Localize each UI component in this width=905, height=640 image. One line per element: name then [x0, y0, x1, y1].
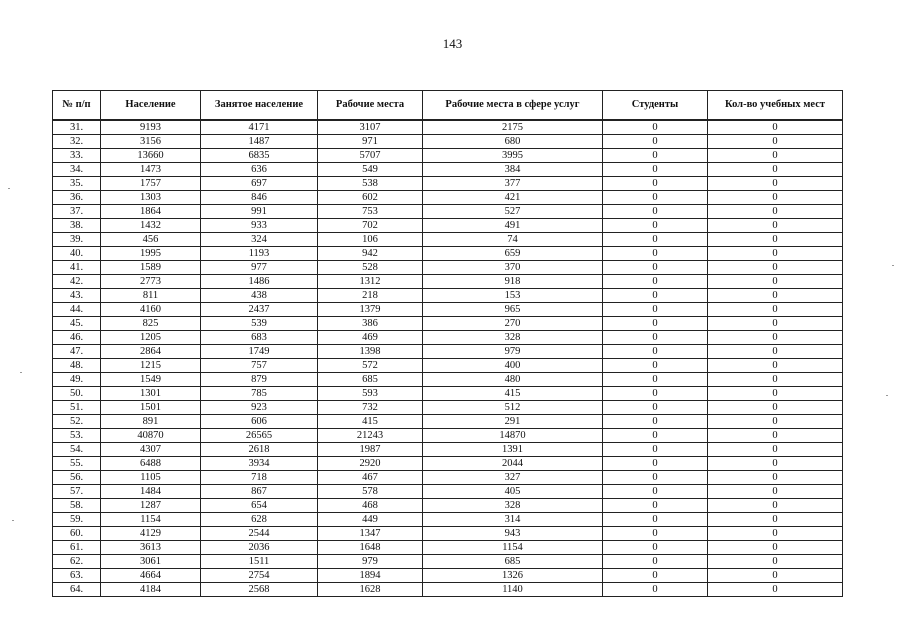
cell-study-places: 0 [708, 205, 843, 219]
cell-number: 49. [53, 373, 101, 387]
table-row [53, 499, 843, 513]
scan-speck [886, 395, 888, 396]
cell-number: 41. [53, 261, 101, 275]
cell-service-workplaces: 421 [423, 191, 603, 205]
cell-study-places: 0 [708, 345, 843, 359]
cell-students: 0 [603, 275, 708, 289]
cell-population: 1864 [101, 205, 201, 219]
cell-students: 0 [603, 191, 708, 205]
cell-population: 3156 [101, 135, 201, 149]
cell-population: 4184 [101, 583, 201, 597]
table-row [53, 275, 843, 289]
cell-service-workplaces: 377 [423, 177, 603, 191]
cell-study-places: 0 [708, 261, 843, 275]
cell-service-workplaces: 328 [423, 499, 603, 513]
cell-employed: 718 [201, 471, 318, 485]
cell-employed: 1749 [201, 345, 318, 359]
page-number: 143 [442, 36, 463, 51]
cell-service-workplaces: 270 [423, 317, 603, 331]
cell-service-workplaces: 480 [423, 373, 603, 387]
cell-employed: 4171 [201, 120, 318, 135]
table-row [53, 541, 843, 555]
cell-service-workplaces: 965 [423, 303, 603, 317]
cell-students: 0 [603, 177, 708, 191]
cell-number: 40. [53, 247, 101, 261]
cell-employed: 1511 [201, 555, 318, 569]
cell-number: 35. [53, 177, 101, 191]
cell-students: 0 [603, 359, 708, 373]
cell-workplaces: 1379 [318, 303, 423, 317]
cell-service-workplaces: 1391 [423, 443, 603, 457]
data-table [52, 90, 843, 597]
cell-students: 0 [603, 149, 708, 163]
cell-study-places: 0 [708, 275, 843, 289]
cell-service-workplaces: 979 [423, 345, 603, 359]
cell-study-places: 0 [708, 359, 843, 373]
cell-study-places: 0 [708, 527, 843, 541]
cell-workplaces: 685 [318, 373, 423, 387]
cell-workplaces: 572 [318, 359, 423, 373]
cell-employed: 2036 [201, 541, 318, 555]
cell-number: 61. [53, 541, 101, 555]
cell-study-places: 0 [708, 499, 843, 513]
cell-students: 0 [603, 415, 708, 429]
cell-students: 0 [603, 471, 708, 485]
cell-service-workplaces: 291 [423, 415, 603, 429]
cell-number: 46. [53, 331, 101, 345]
cell-workplaces: 1648 [318, 541, 423, 555]
cell-study-places: 0 [708, 583, 843, 597]
cell-workplaces: 415 [318, 415, 423, 429]
cell-workplaces: 602 [318, 191, 423, 205]
header-employed-population: Занятое население [201, 91, 318, 121]
cell-workplaces: 753 [318, 205, 423, 219]
cell-students: 0 [603, 513, 708, 527]
cell-service-workplaces: 2175 [423, 120, 603, 135]
cell-workplaces: 942 [318, 247, 423, 261]
scan-speck [892, 265, 894, 266]
cell-service-workplaces: 328 [423, 331, 603, 345]
cell-workplaces: 1398 [318, 345, 423, 359]
cell-number: 43. [53, 289, 101, 303]
cell-students: 0 [603, 219, 708, 233]
table-row [53, 303, 843, 317]
cell-students: 0 [603, 163, 708, 177]
cell-students: 0 [603, 233, 708, 247]
cell-employed: 757 [201, 359, 318, 373]
cell-students: 0 [603, 205, 708, 219]
table-row [53, 261, 843, 275]
table-row [53, 149, 843, 163]
cell-workplaces: 106 [318, 233, 423, 247]
cell-employed: 879 [201, 373, 318, 387]
cell-employed: 628 [201, 513, 318, 527]
cell-population: 1484 [101, 485, 201, 499]
cell-students: 0 [603, 387, 708, 401]
cell-workplaces: 1628 [318, 583, 423, 597]
cell-service-workplaces: 918 [423, 275, 603, 289]
scan-speck [20, 372, 22, 373]
cell-students: 0 [603, 583, 708, 597]
cell-workplaces: 3107 [318, 120, 423, 135]
cell-population: 1995 [101, 247, 201, 261]
cell-number: 54. [53, 443, 101, 457]
cell-employed: 2568 [201, 583, 318, 597]
cell-study-places: 0 [708, 317, 843, 331]
table-body [53, 120, 843, 597]
cell-number: 48. [53, 359, 101, 373]
cell-study-places: 0 [708, 555, 843, 569]
cell-employed: 438 [201, 289, 318, 303]
cell-service-workplaces: 370 [423, 261, 603, 275]
cell-population: 1589 [101, 261, 201, 275]
cell-number: 38. [53, 219, 101, 233]
cell-students: 0 [603, 401, 708, 415]
cell-number: 57. [53, 485, 101, 499]
cell-number: 31. [53, 120, 101, 135]
cell-population: 2864 [101, 345, 201, 359]
table-row [53, 387, 843, 401]
cell-population: 1303 [101, 191, 201, 205]
cell-service-workplaces: 512 [423, 401, 603, 415]
cell-employed: 785 [201, 387, 318, 401]
cell-population: 1757 [101, 177, 201, 191]
cell-workplaces: 1347 [318, 527, 423, 541]
cell-service-workplaces: 405 [423, 485, 603, 499]
cell-population: 1105 [101, 471, 201, 485]
table-row [53, 471, 843, 485]
cell-study-places: 0 [708, 429, 843, 443]
cell-study-places: 0 [708, 219, 843, 233]
header-service-workplaces: Рабочие места в сфере услуг [423, 91, 603, 121]
cell-employed: 933 [201, 219, 318, 233]
header-students: Студенты [603, 91, 708, 121]
cell-students: 0 [603, 541, 708, 555]
cell-workplaces: 386 [318, 317, 423, 331]
cell-study-places: 0 [708, 163, 843, 177]
cell-service-workplaces: 1154 [423, 541, 603, 555]
table-row [53, 345, 843, 359]
cell-workplaces: 218 [318, 289, 423, 303]
cell-students: 0 [603, 443, 708, 457]
cell-service-workplaces: 384 [423, 163, 603, 177]
cell-study-places: 0 [708, 471, 843, 485]
cell-students: 0 [603, 485, 708, 499]
cell-service-workplaces: 14870 [423, 429, 603, 443]
cell-service-workplaces: 400 [423, 359, 603, 373]
cell-students: 0 [603, 555, 708, 569]
cell-study-places: 0 [708, 415, 843, 429]
cell-number: 45. [53, 317, 101, 331]
cell-students: 0 [603, 317, 708, 331]
cell-employed: 3934 [201, 457, 318, 471]
cell-population: 456 [101, 233, 201, 247]
cell-study-places: 0 [708, 541, 843, 555]
cell-students: 0 [603, 457, 708, 471]
cell-population: 3613 [101, 541, 201, 555]
cell-students: 0 [603, 527, 708, 541]
cell-number: 33. [53, 149, 101, 163]
cell-study-places: 0 [708, 387, 843, 401]
table-row [53, 457, 843, 471]
cell-number: 47. [53, 345, 101, 359]
cell-study-places: 0 [708, 289, 843, 303]
cell-employed: 683 [201, 331, 318, 345]
cell-students: 0 [603, 303, 708, 317]
cell-students: 0 [603, 261, 708, 275]
cell-study-places: 0 [708, 247, 843, 261]
cell-population: 1501 [101, 401, 201, 415]
cell-employed: 697 [201, 177, 318, 191]
cell-service-workplaces: 943 [423, 527, 603, 541]
cell-service-workplaces: 153 [423, 289, 603, 303]
cell-workplaces: 468 [318, 499, 423, 513]
cell-employed: 2437 [201, 303, 318, 317]
table-row [53, 583, 843, 597]
cell-population: 1549 [101, 373, 201, 387]
cell-number: 62. [53, 555, 101, 569]
table-row [53, 205, 843, 219]
data-table-container [52, 90, 842, 597]
cell-study-places: 0 [708, 443, 843, 457]
cell-workplaces: 528 [318, 261, 423, 275]
cell-employed: 846 [201, 191, 318, 205]
cell-population: 3061 [101, 555, 201, 569]
cell-population: 40870 [101, 429, 201, 443]
cell-students: 0 [603, 331, 708, 345]
cell-number: 52. [53, 415, 101, 429]
table-row [53, 191, 843, 205]
cell-population: 4160 [101, 303, 201, 317]
header-population: Население [101, 91, 201, 121]
cell-population: 1473 [101, 163, 201, 177]
cell-service-workplaces: 685 [423, 555, 603, 569]
cell-number: 32. [53, 135, 101, 149]
cell-workplaces: 1312 [318, 275, 423, 289]
table-row [53, 289, 843, 303]
table-row [53, 219, 843, 233]
cell-students: 0 [603, 373, 708, 387]
cell-number: 63. [53, 569, 101, 583]
cell-study-places: 0 [708, 513, 843, 527]
cell-employed: 991 [201, 205, 318, 219]
cell-workplaces: 578 [318, 485, 423, 499]
cell-employed: 1486 [201, 275, 318, 289]
cell-service-workplaces: 3995 [423, 149, 603, 163]
cell-students: 0 [603, 569, 708, 583]
cell-service-workplaces: 1140 [423, 583, 603, 597]
cell-workplaces: 593 [318, 387, 423, 401]
cell-workplaces: 549 [318, 163, 423, 177]
cell-students: 0 [603, 247, 708, 261]
table-row [53, 569, 843, 583]
cell-service-workplaces: 1326 [423, 569, 603, 583]
cell-study-places: 0 [708, 401, 843, 415]
cell-population: 9193 [101, 120, 201, 135]
cell-number: 34. [53, 163, 101, 177]
cell-study-places: 0 [708, 120, 843, 135]
cell-service-workplaces: 2044 [423, 457, 603, 471]
cell-service-workplaces: 527 [423, 205, 603, 219]
table-row [53, 527, 843, 541]
cell-population: 2773 [101, 275, 201, 289]
cell-population: 13660 [101, 149, 201, 163]
cell-service-workplaces: 491 [423, 219, 603, 233]
cell-employed: 636 [201, 163, 318, 177]
cell-study-places: 0 [708, 373, 843, 387]
cell-population: 1287 [101, 499, 201, 513]
cell-employed: 6835 [201, 149, 318, 163]
cell-study-places: 0 [708, 233, 843, 247]
cell-employed: 1193 [201, 247, 318, 261]
cell-students: 0 [603, 345, 708, 359]
cell-workplaces: 5707 [318, 149, 423, 163]
table-row [53, 317, 843, 331]
cell-number: 58. [53, 499, 101, 513]
cell-employed: 923 [201, 401, 318, 415]
cell-employed: 26565 [201, 429, 318, 443]
cell-number: 59. [53, 513, 101, 527]
table-row [53, 443, 843, 457]
cell-employed: 2544 [201, 527, 318, 541]
cell-population: 825 [101, 317, 201, 331]
cell-population: 4664 [101, 569, 201, 583]
cell-employed: 867 [201, 485, 318, 499]
scan-speck [8, 188, 10, 189]
table-row [53, 373, 843, 387]
cell-study-places: 0 [708, 149, 843, 163]
table-row [53, 233, 843, 247]
cell-employed: 324 [201, 233, 318, 247]
table-row [53, 401, 843, 415]
cell-students: 0 [603, 499, 708, 513]
cell-number: 51. [53, 401, 101, 415]
table-row [53, 331, 843, 345]
cell-number: 36. [53, 191, 101, 205]
table-row [53, 120, 843, 135]
table-row [53, 163, 843, 177]
cell-service-workplaces: 314 [423, 513, 603, 527]
cell-population: 4129 [101, 527, 201, 541]
header-number: № п/п [53, 91, 101, 121]
header-workplaces: Рабочие места [318, 91, 423, 121]
cell-employed: 606 [201, 415, 318, 429]
table-row [53, 415, 843, 429]
header-study-places: Кол-во учебных мест [708, 91, 843, 121]
cell-study-places: 0 [708, 177, 843, 191]
table-header-row [53, 91, 843, 121]
cell-workplaces: 538 [318, 177, 423, 191]
cell-workplaces: 2920 [318, 457, 423, 471]
cell-population: 4307 [101, 443, 201, 457]
cell-number: 37. [53, 205, 101, 219]
cell-study-places: 0 [708, 303, 843, 317]
cell-employed: 654 [201, 499, 318, 513]
cell-workplaces: 467 [318, 471, 423, 485]
cell-employed: 2754 [201, 569, 318, 583]
table-row [53, 247, 843, 261]
cell-population: 1154 [101, 513, 201, 527]
cell-workplaces: 449 [318, 513, 423, 527]
cell-study-places: 0 [708, 569, 843, 583]
cell-study-places: 0 [708, 457, 843, 471]
cell-population: 1215 [101, 359, 201, 373]
table-row [53, 429, 843, 443]
cell-workplaces: 979 [318, 555, 423, 569]
cell-population: 6488 [101, 457, 201, 471]
table-row [53, 359, 843, 373]
cell-workplaces: 469 [318, 331, 423, 345]
cell-number: 53. [53, 429, 101, 443]
cell-workplaces: 732 [318, 401, 423, 415]
cell-students: 0 [603, 289, 708, 303]
cell-population: 1301 [101, 387, 201, 401]
cell-population: 1205 [101, 331, 201, 345]
cell-service-workplaces: 415 [423, 387, 603, 401]
cell-students: 0 [603, 135, 708, 149]
cell-employed: 2618 [201, 443, 318, 457]
cell-students: 0 [603, 429, 708, 443]
cell-number: 44. [53, 303, 101, 317]
cell-employed: 977 [201, 261, 318, 275]
cell-number: 50. [53, 387, 101, 401]
cell-population: 811 [101, 289, 201, 303]
cell-service-workplaces: 680 [423, 135, 603, 149]
cell-population: 891 [101, 415, 201, 429]
cell-number: 55. [53, 457, 101, 471]
cell-workplaces: 1894 [318, 569, 423, 583]
cell-workplaces: 702 [318, 219, 423, 233]
cell-employed: 539 [201, 317, 318, 331]
cell-number: 64. [53, 583, 101, 597]
cell-study-places: 0 [708, 191, 843, 205]
cell-number: 60. [53, 527, 101, 541]
cell-study-places: 0 [708, 485, 843, 499]
table-row [53, 555, 843, 569]
cell-population: 1432 [101, 219, 201, 233]
table-row [53, 177, 843, 191]
cell-students: 0 [603, 120, 708, 135]
cell-service-workplaces: 659 [423, 247, 603, 261]
cell-service-workplaces: 327 [423, 471, 603, 485]
table-row [53, 135, 843, 149]
cell-number: 39. [53, 233, 101, 247]
cell-workplaces: 971 [318, 135, 423, 149]
cell-workplaces: 1987 [318, 443, 423, 457]
cell-employed: 1487 [201, 135, 318, 149]
table-row [53, 513, 843, 527]
cell-number: 56. [53, 471, 101, 485]
scan-speck [12, 520, 14, 521]
cell-study-places: 0 [708, 331, 843, 345]
cell-number: 42. [53, 275, 101, 289]
cell-study-places: 0 [708, 135, 843, 149]
cell-service-workplaces: 74 [423, 233, 603, 247]
table-row [53, 485, 843, 499]
cell-workplaces: 21243 [318, 429, 423, 443]
